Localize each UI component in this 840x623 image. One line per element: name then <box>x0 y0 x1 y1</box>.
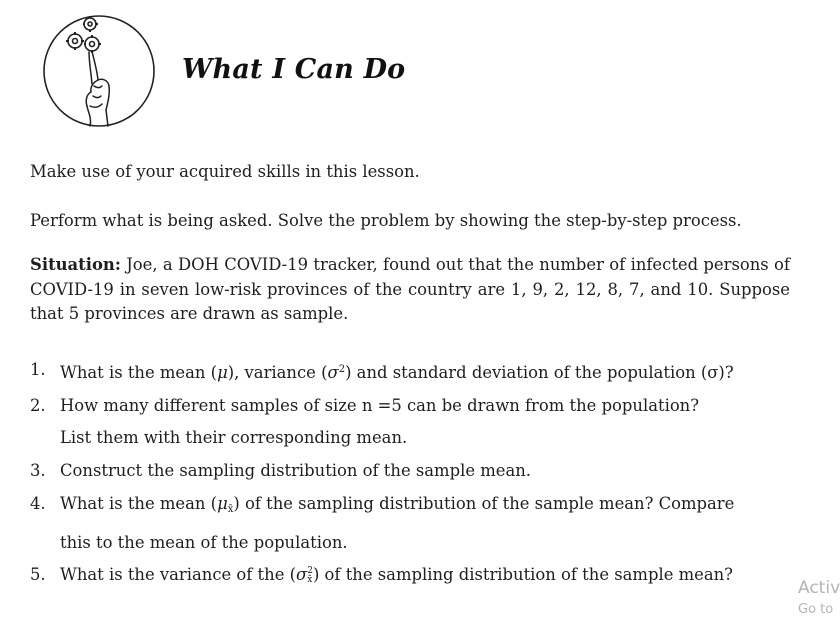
instruction-text: Perform what is being asked. Solve the problem by showing the step-by-step process. <box>30 211 742 230</box>
hand-gears-icon <box>42 14 156 128</box>
situation-label: Situation: <box>30 255 121 274</box>
xbar-subscript: x̄ <box>227 503 234 515</box>
question-number: 3. <box>30 461 46 481</box>
question-5-text-b: ) of the sampling distribution of the sample mean? <box>312 565 733 585</box>
question-list <box>30 354 800 592</box>
question-number: 5. <box>30 565 46 585</box>
question-3-text: Construct the sampling distribution of the sample mean. <box>60 461 532 481</box>
mu-symbol: μ <box>217 363 228 382</box>
section-heading: What I Can Do <box>182 54 406 85</box>
mu-symbol: μ <box>217 493 228 513</box>
situation-paragraph <box>30 253 790 327</box>
activation-watermark-line-1: Activ <box>798 578 840 598</box>
squared-superscript: 2 <box>307 565 313 576</box>
question-3 <box>30 455 800 488</box>
question-2-line-2: List them with their corresponding mean. <box>60 428 408 448</box>
activation-watermark-line-2: Go to <box>798 602 834 617</box>
question-5 <box>30 559 800 592</box>
question-4-text-a: What is the mean ( <box>60 493 218 513</box>
intro-text: Make use of your acquired skills in this lesson. <box>30 162 420 181</box>
question-1-text-b: ), variance ( <box>227 363 328 382</box>
question-number: 1. <box>30 360 46 379</box>
question-1 <box>30 354 800 390</box>
xbar-subscript: x̄ <box>307 574 313 585</box>
question-2-line-1: How many different samples of size n =5 can be drawn from the population? <box>60 395 700 415</box>
question-4-line-2: this to the mean of the population. <box>60 532 348 552</box>
squared-superscript: 2 <box>338 364 346 375</box>
question-number: 4. <box>30 493 46 513</box>
situation-text: Joe, a DOH COVID-19 tracker, found out that the number of infected persons of COVID-19 in seven low-risk provinces of the country are 1, 9, 2, 12, 8, 7, and 10. Suppose that 5 provinces are drawn as sample. <box>30 255 790 323</box>
question-1-text-a: What is the mean ( <box>60 363 218 382</box>
question-4 <box>30 488 800 559</box>
question-number: 2. <box>30 395 46 415</box>
question-1-text-c: ) and standard deviation of the population (σ)? <box>345 363 734 382</box>
question-2 <box>30 390 800 455</box>
sigma-symbol: σ <box>296 565 308 585</box>
sigma-symbol: σ <box>327 363 339 382</box>
question-4-text-b: ) of the sampling distribution of the sample mean? Compare <box>233 493 735 513</box>
question-5-text-a: What is the variance of the ( <box>60 565 297 585</box>
